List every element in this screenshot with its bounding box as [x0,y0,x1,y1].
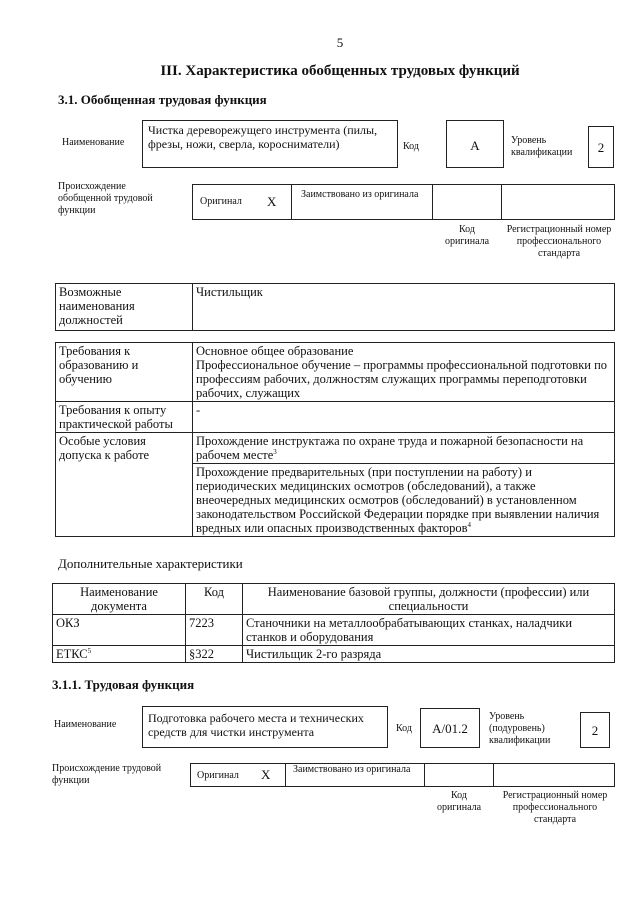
extra-title: Дополнительные характеристики [58,556,243,571]
special-condition-1 [193,433,615,464]
experience-value: - [193,402,615,433]
extra-row-doc-note: 5 [87,646,92,655]
tf-reg-num-label: Регистрационный номер профессионального стандарта [502,790,608,825]
extra-row-code: §322 [186,646,243,663]
positions-table [55,283,615,331]
tf-level-value: 2 [580,712,610,748]
positions-value: Чистильщик [193,284,615,331]
tf-original-mark: X [261,767,271,782]
gtf-name-field: Чистка дереворежущего инструмента (пилы, фрезы, ножи, сверла, коросниматели) [142,120,398,168]
gtf-original-cell [192,184,292,220]
tf-code-value: A/01.2 [420,708,480,748]
gtf-origin-label: Происхождение обобщенной трудовой функции [58,181,153,216]
gtf-name-label: Наименование [62,137,125,148]
education-line2: Профессиональное обучение – программы профессиональной подготовки по профессиям рабочих, должностям служащих программы переподготовки рабочих, служащих [193,358,615,402]
extra-table [52,583,615,663]
gtf-level-value: 2 [588,126,614,168]
extra-header-doc: Наименование документа [53,584,186,615]
extra-row-doc-text: ЕТКС [56,647,88,661]
table-row [53,615,615,646]
experience-label: Требования к опыту практической работы [56,402,193,433]
tf-borrowed-label: Заимствовано из оригинала [293,764,411,775]
requirements-table [55,342,615,537]
extra-row-code: 7223 [186,615,243,646]
special-condition-2 [193,464,615,537]
extra-row-name: Станочники на металлообрабатывающих станках, наладчики станков и оборудования [243,615,615,646]
footnote-ref-3: 3 [273,447,277,456]
tf-borrowed-cell [285,763,425,787]
extra-row-name: Чистильщик 2-го разряда [243,646,615,663]
extra-row-doc [53,615,186,646]
tf-reg-num-cell [493,763,615,787]
gtf-original-mark: X [267,194,277,209]
special-condition-2-text: Прохождение предварительных (при поступлении на работу) и периодических медицинских осмотров (обследований), а также внеочередных медицинских осмотров (обследований) в установленном законодательством Российской Федерации порядке при выявлении наличия вредных или опасных производственных факторов [196,465,600,535]
section-title: III. Характеристика обобщенных трудовых функций [160,63,520,79]
tf-name-field: Подготовка рабочего места и технических средств для чистки инструмента [142,706,388,748]
gtf-original-label: Оригинал [200,196,242,207]
gtf-code-orig-label: Код оригинала [444,224,490,247]
positions-label: Возможные наименования должностей [56,284,193,331]
gtf-borrowed-label: Заимствовано из оригинала [301,189,419,200]
tf-original-label: Оригинал [197,770,239,781]
extra-header-code: Код [186,584,243,615]
gtf-code-value: A [446,120,504,168]
extra-header-name: Наименование базовой группы, должности (профессии) или специальности [243,584,615,615]
tf-heading: 3.1.1. Трудовая функция [52,677,195,692]
tf-name-label: Наименование [54,719,117,730]
extra-row-doc [53,646,186,663]
tf-original-cell [190,763,286,787]
gtf-code-label: Код [403,141,419,152]
gtf-reg-num-cell [501,184,615,220]
special-condition-1-text: Прохождение инструктажа по охране труда и пожарной безопасности на рабочем месте [196,434,584,462]
tf-level-label: Уровень (подуровень) квалификации [489,711,551,746]
gtf-heading: 3.1. Обобщенная трудовая функция [58,92,267,107]
special-label: Особые условия допуска к работе [56,433,193,537]
tf-code-label: Код [396,723,412,734]
gtf-reg-num-label: Регистрационный номер профессионального стандарта [506,224,612,259]
gtf-borrowed-cell [291,184,433,220]
page-number: 5 [336,35,344,50]
tf-origin-label: Происхождение трудовой функции [52,763,162,786]
education-label: Требования к образованию и обучению [56,343,193,402]
gtf-code-orig-cell [432,184,502,220]
extra-row-doc-text: ОКЗ [56,616,80,630]
tf-code-orig-label: Код оригинала [436,790,482,813]
footnote-ref-4: 4 [467,520,472,529]
table-row [53,646,615,663]
gtf-level-label: Уровень квалификации [511,135,573,158]
tf-code-orig-cell [424,763,494,787]
education-line1: Основное общее образование [193,343,615,359]
